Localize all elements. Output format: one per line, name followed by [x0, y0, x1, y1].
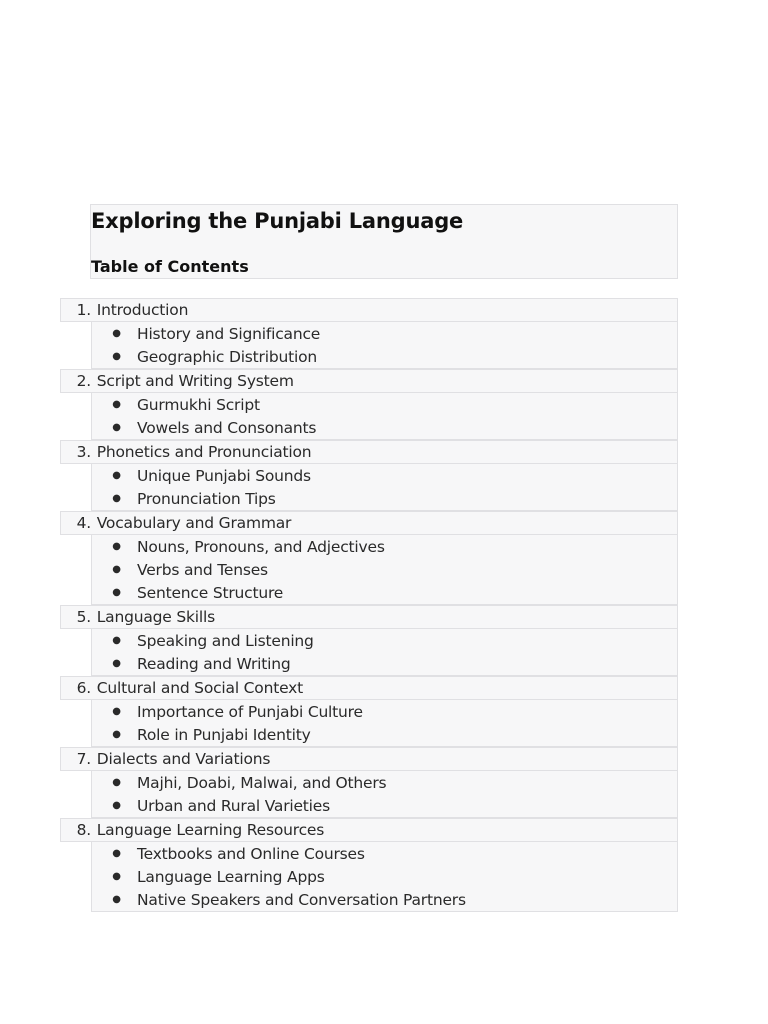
toc-subsection-label: Role in Punjabi Identity	[137, 725, 311, 744]
toc-subsection-label: Unique Punjabi Sounds	[137, 466, 311, 485]
toc-section-number: 8.	[76, 821, 91, 839]
toc-subsection-item	[92, 393, 677, 416]
toc-subsection-item	[92, 535, 677, 558]
toc-section-number: 2.	[76, 372, 91, 390]
toc-subsection-label: Urban and Rural Varieties	[137, 796, 331, 815]
toc-subsection-item	[92, 700, 677, 723]
toc-section-row	[60, 511, 678, 535]
document-title: Exploring the Punjabi Language	[91, 209, 464, 233]
toc-subsection-label: Speaking and Listening	[137, 631, 314, 650]
toc-section-label: Phonetics and Pronunciation	[96, 443, 312, 461]
table-of-contents	[60, 298, 678, 912]
bullet-icon: ●	[112, 800, 121, 811]
toc-section-label: Script and Writing System	[96, 372, 294, 390]
toc-section-row	[60, 440, 678, 464]
toc-section-label: Cultural and Social Context	[96, 679, 303, 697]
toc-subsection-item	[92, 842, 677, 865]
toc-subsection-list	[91, 393, 678, 440]
bullet-icon: ●	[112, 422, 121, 433]
toc-subsection-label: Nouns, Pronouns, and Adjectives	[137, 537, 385, 556]
toc-subsection-label: Textbooks and Online Courses	[137, 844, 365, 863]
bullet-icon: ●	[112, 894, 121, 905]
toc-subsection-item	[92, 723, 677, 746]
bullet-icon: ●	[112, 658, 121, 669]
bullet-icon: ●	[112, 564, 121, 575]
bullet-icon: ●	[112, 871, 121, 882]
toc-subsection-item	[92, 416, 677, 439]
toc-subsection-item	[92, 558, 677, 581]
toc-subsection-label: Reading and Writing	[137, 654, 291, 673]
bullet-icon: ●	[112, 351, 121, 362]
toc-subsection-label: Verbs and Tenses	[137, 560, 268, 579]
toc-subsection-label: Majhi, Doabi, Malwai, and Others	[137, 773, 387, 792]
toc-subsection-list	[91, 322, 678, 369]
toc-subsection-label: Importance of Punjabi Culture	[137, 702, 363, 721]
bullet-icon: ●	[112, 729, 121, 740]
toc-section-number: 3.	[76, 443, 91, 461]
toc-subsection-label: Native Speakers and Conversation Partners	[137, 890, 466, 909]
bullet-icon: ●	[112, 541, 121, 552]
toc-section-row	[60, 747, 678, 771]
toc-subsection-item	[92, 865, 677, 888]
toc-section-label: Language Learning Resources	[96, 821, 325, 839]
bullet-icon: ●	[112, 777, 121, 788]
toc-section-row	[60, 676, 678, 700]
toc-section-label: Vocabulary and Grammar	[96, 514, 292, 532]
bullet-icon: ●	[112, 848, 121, 859]
bullet-icon: ●	[112, 470, 121, 481]
toc-subsection-item	[92, 464, 677, 487]
toc-section-label: Language Skills	[96, 608, 215, 626]
toc-heading: Table of Contents	[91, 257, 249, 276]
toc-subsection-item	[92, 487, 677, 510]
toc-subsection-list	[91, 629, 678, 676]
toc-subsection-label: Geographic Distribution	[137, 347, 317, 366]
toc-section-label: Introduction	[96, 301, 189, 319]
toc-subsection-label: Gurmukhi Script	[137, 395, 260, 414]
toc-subsection-item	[92, 581, 677, 604]
toc-section-row	[60, 605, 678, 629]
toc-subsection-label: Pronunciation Tips	[137, 489, 276, 508]
toc-section-number: 1.	[76, 301, 91, 319]
toc-section-number: 5.	[76, 608, 91, 626]
bullet-icon: ●	[112, 493, 121, 504]
bullet-icon: ●	[112, 328, 121, 339]
bullet-icon: ●	[112, 587, 121, 598]
toc-subsection-label: Vowels and Consonants	[137, 418, 317, 437]
toc-subsection-item	[92, 771, 677, 794]
toc-section-row	[60, 369, 678, 393]
bullet-icon: ●	[112, 635, 121, 646]
toc-section-number: 6.	[76, 679, 91, 697]
bullet-icon: ●	[112, 399, 121, 410]
toc-subsection-item	[92, 794, 677, 817]
toc-subsection-item	[92, 652, 677, 675]
toc-subsection-label: History and Significance	[137, 324, 321, 343]
toc-subsection-item	[92, 888, 677, 911]
toc-subsection-list	[91, 464, 678, 511]
toc-subsection-list	[91, 771, 678, 818]
toc-section-row	[60, 298, 678, 322]
toc-section-label: Dialects and Variations	[96, 750, 271, 768]
toc-subsection-item	[92, 322, 677, 345]
toc-section-number: 4.	[76, 514, 91, 532]
bullet-icon: ●	[112, 706, 121, 717]
toc-subsection-item	[92, 629, 677, 652]
toc-subsection-list	[91, 700, 678, 747]
toc-subsection-label: Language Learning Apps	[137, 867, 325, 886]
toc-subsection-list	[91, 842, 678, 912]
toc-section-number: 7.	[76, 750, 91, 768]
toc-subsection-list	[91, 535, 678, 605]
toc-subsection-item	[92, 345, 677, 368]
toc-section-row	[60, 818, 678, 842]
toc-subsection-label: Sentence Structure	[137, 583, 284, 602]
